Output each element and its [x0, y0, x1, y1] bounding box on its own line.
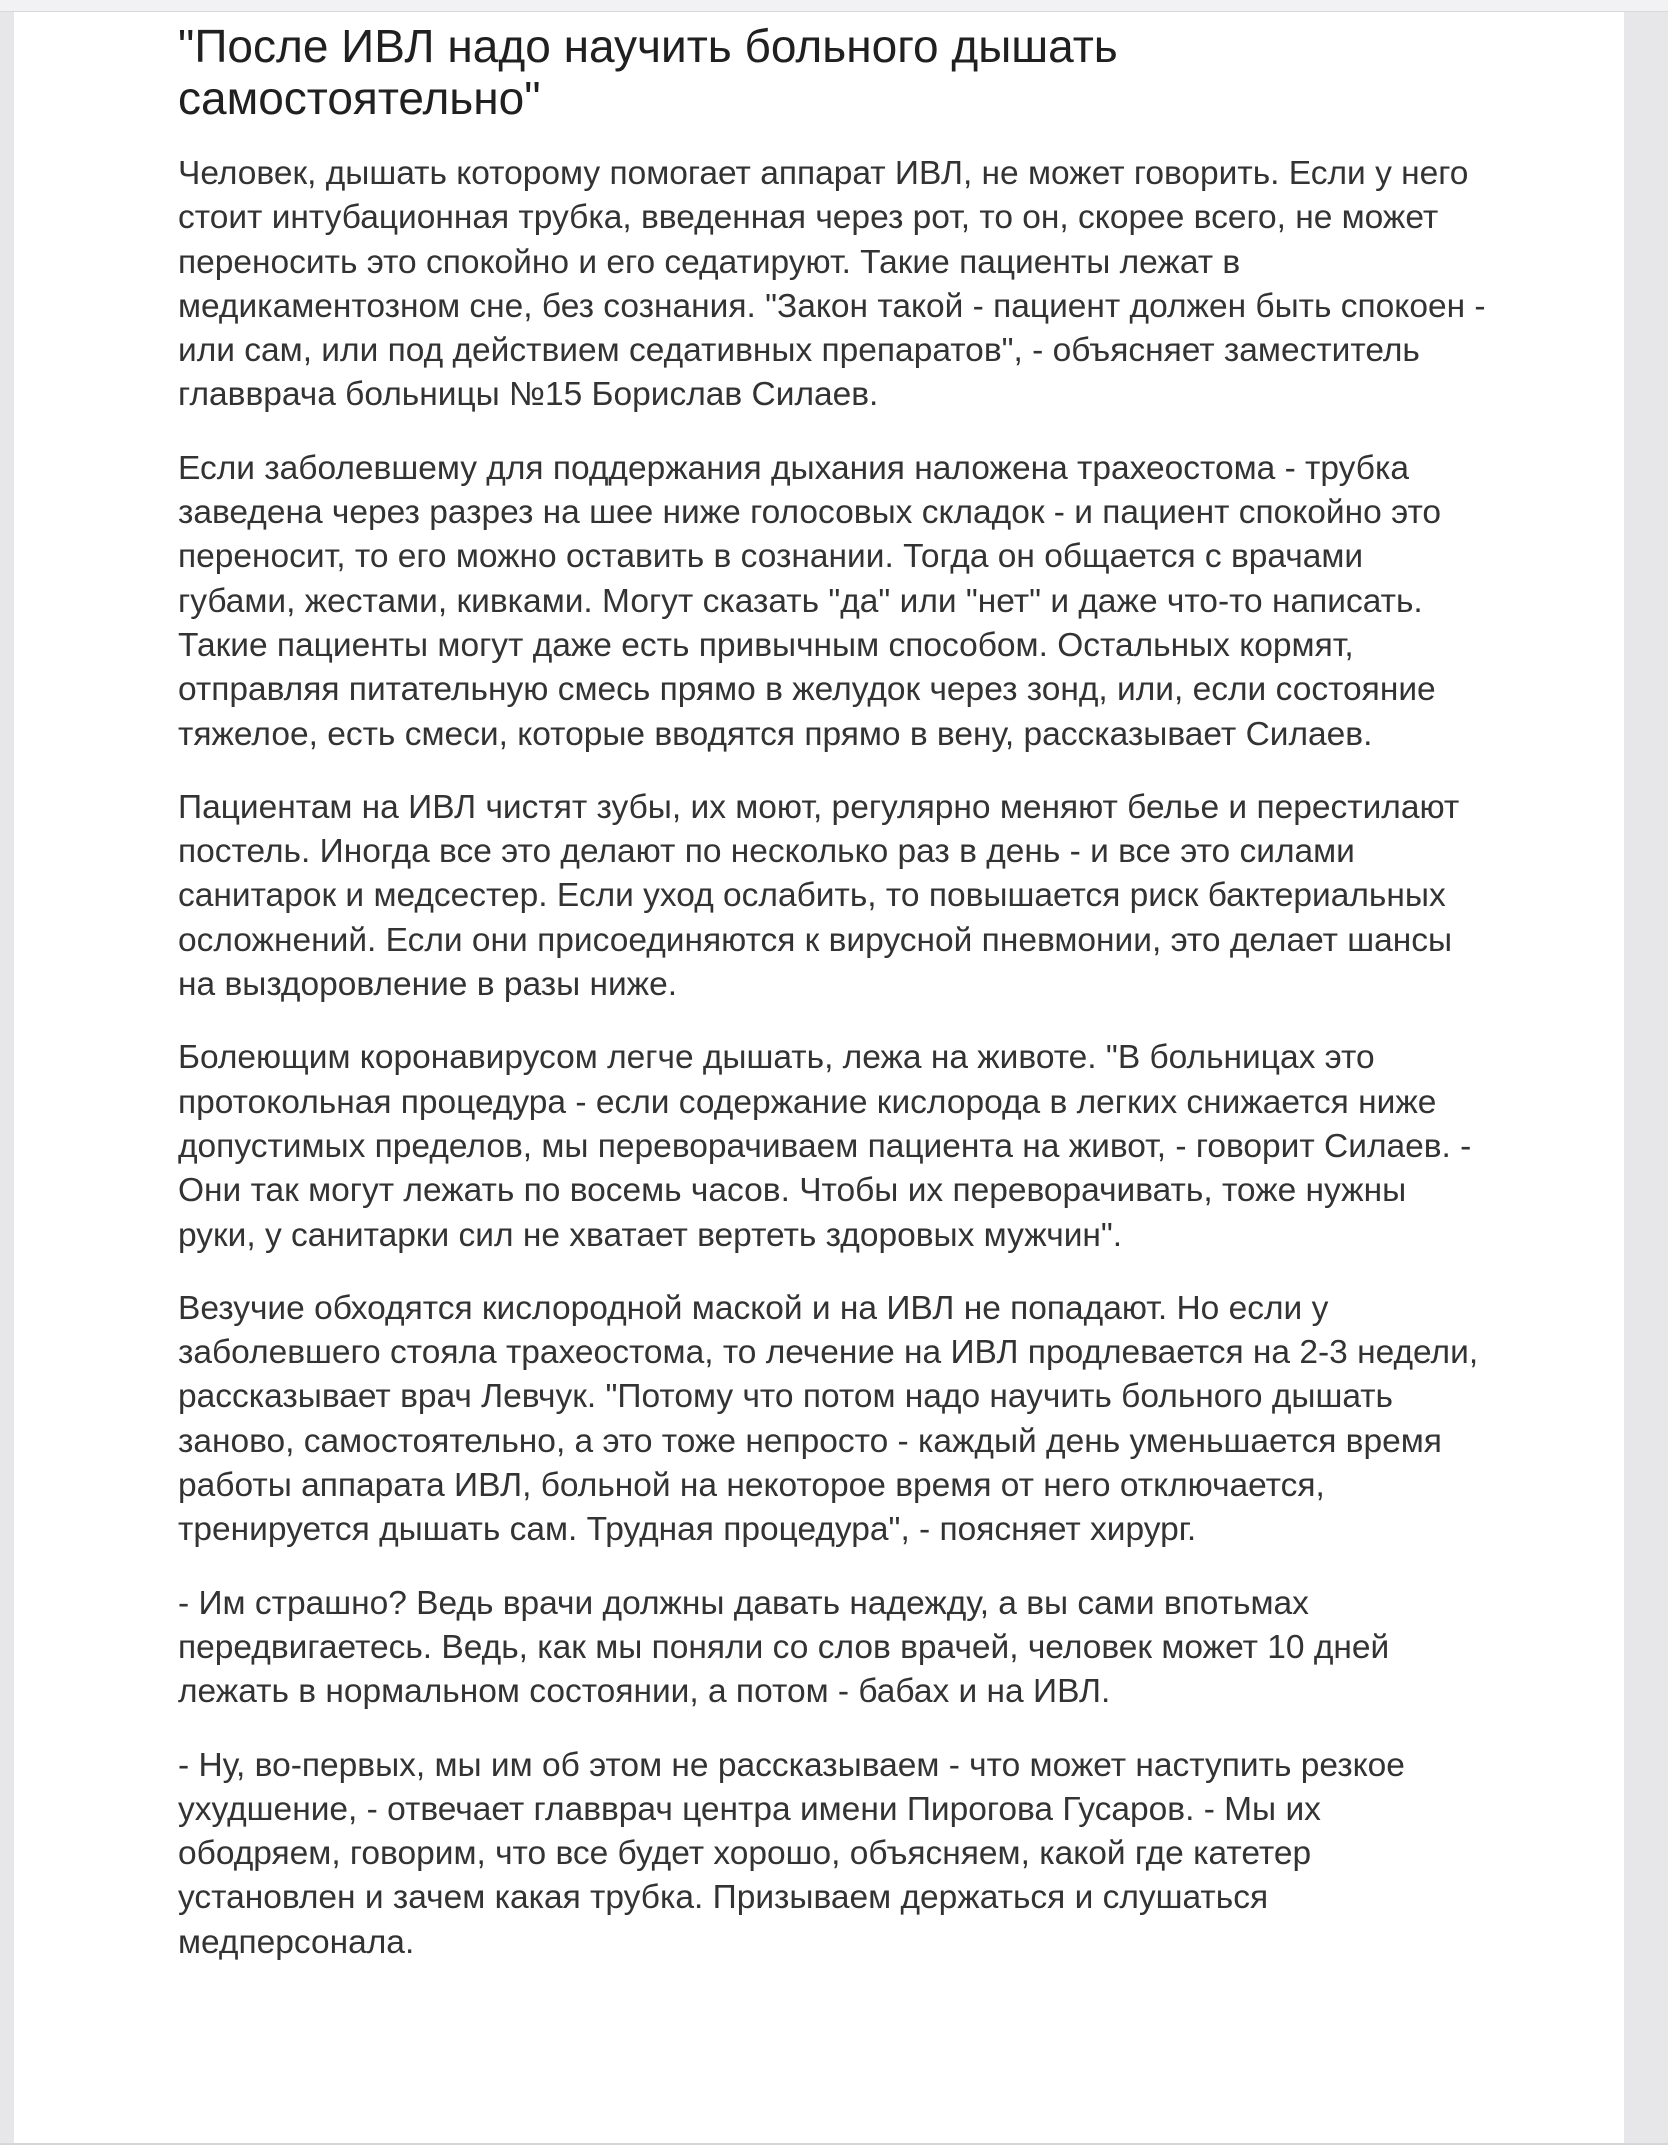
top-edge — [0, 0, 1668, 12]
paragraph-1: Человек, дышать которому помогает аппарат ИВЛ, не может говорить. Если у него стоит интубационная трубка, введенная через рот, то он, скорее всего, не может переносить это спокойно и его седатируют. Такие пациенты лежат в медикаментозном сне, без сознания. "Закон такой - пациент должен быть спокоен - или сам, или под действием седативных препаратов", - объясняет заместитель главврача больницы №15 Борислав Силаев. — [178, 155, 1486, 414]
paragraph-7: - Ну, во-первых, мы им об этом не рассказываем - что может наступить резкое ухудшение, - отвечает главврач центра имени Пирогова Гусаров. - Мы их ободряем, говорим, что все будет хорошо, объясняем, какой где катетер установлен и зачем какая трубка. Призываем держаться и слушаться медперсонала. — [178, 1746, 1405, 1961]
paragraph-4: Болеющим коронавирусом легче дышать, лежа на животе. "В больницах это протокольная процедура - если содержание кислорода в легких снижается ниже допустимых пределов, мы переворачиваем пациента на живот, - говорит Силаев. - Они так могут лежать по восемь часов. Чтобы их переворачивать, тоже нужны руки, у санитарки сил не хватает вертеть здоровых мужчин". — [178, 1039, 1472, 1254]
paragraph-5: Везучие обходятся кислородной маской и на ИВЛ не попадают. Но если у заболевшего стояла трахеостома, то лечение на ИВЛ продлевается на 2-3 недели, рассказывает врач Левчук. "Потому что потом надо научить больного дышать заново, самостоятельно, а это тоже непросто - каждый день уменьшается время работы аппарата ИВЛ, больной на некоторое время от него отключается, тренируется дышать сам. Трудная процедура", - поясняет хирург. — [178, 1289, 1479, 1549]
paragraph-2: Если заболевшему для поддержания дыхания наложена трахеостома - трубка заведена через разрез на шее ниже голосовых складок - и пациент спокойно это переносит, то его можно оставить в сознании. Тогда он общается с врачами губами, жестами, кивками. Могут сказать "да" или "нет" и даже что-то написать. Такие пациенты могут даже есть привычным способом. Остальных кормят, отправляя питательную смесь прямо в желудок через зонд, или, если состояние тяжелое, есть смеси, которые вводятся прямо в вену, рассказывает Силаев. — [178, 449, 1442, 753]
article-content — [178, 20, 1498, 1965]
article-title: "После ИВЛ надо научить больного дышать самостоятельно" — [178, 20, 1118, 124]
paragraph-6: - Им страшно? Ведь врачи должны давать надежду, а вы сами впотьмах передвигаетесь. Ведь, как мы поняли со слов врачей, человек может 10 дней лежать в нормальном состоянии, а потом - бабах и на ИВЛ. — [178, 1584, 1390, 1711]
paragraph-3: Пациентам на ИВЛ чистят зубы, их моют, регулярно меняют белье и перестилают постель. Иногда все это делают по несколько раз в день - и все это силами санитарок и медсестер. Если уход ослабить, то повышается риск бактериальных осложнений. Если они присоединяются к вирусной пневмонии, это делает шансы на выздоровление в разы ниже. — [178, 788, 1460, 1004]
article-page — [14, 12, 1624, 2145]
